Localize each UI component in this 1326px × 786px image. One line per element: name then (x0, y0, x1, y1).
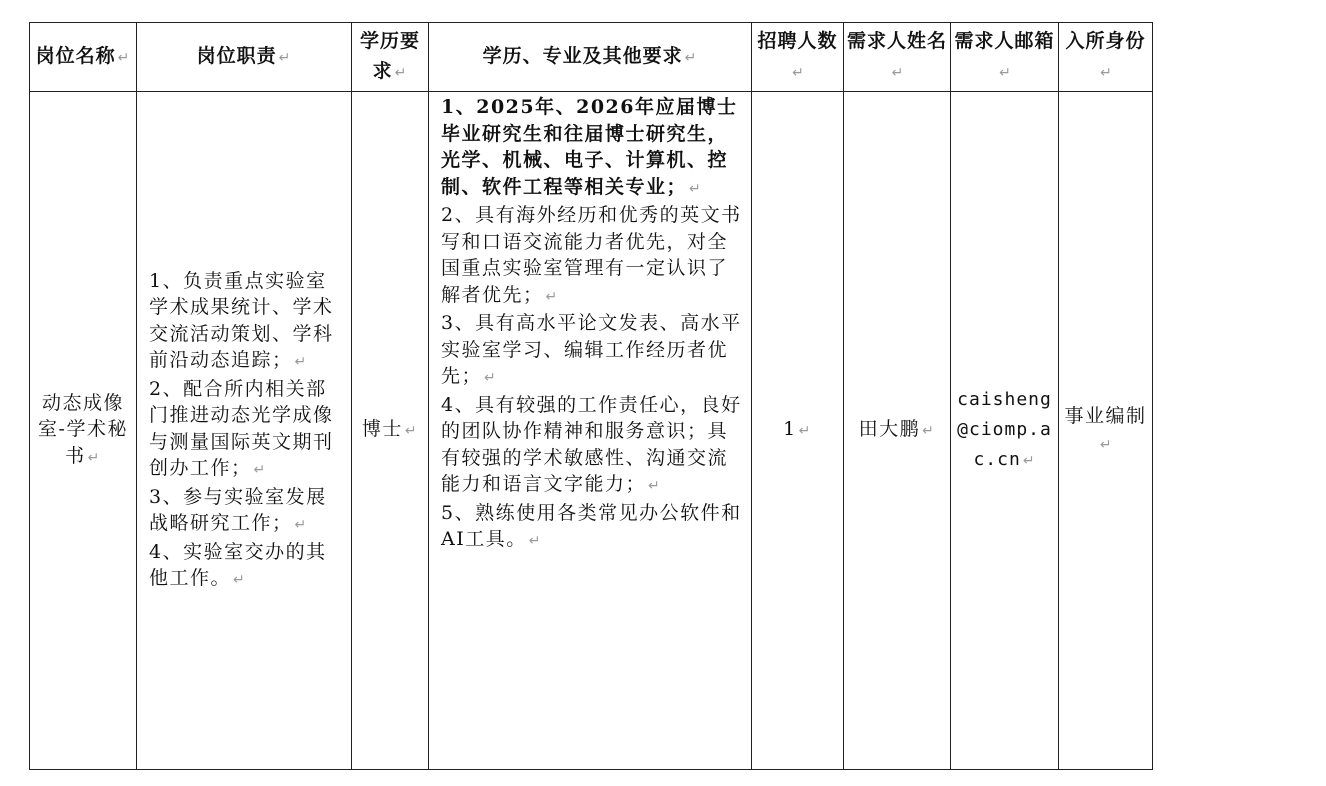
header-contact-email: 需求人邮箱↵ (951, 23, 1059, 92)
contact-email-link[interactable]: caisheng@ciomp.ac.cn (957, 389, 1052, 470)
header-position-name: 岗位名称 ↵ (30, 23, 137, 92)
table-row (30, 92, 1153, 770)
requirement-item: 3、具有高水平论文发表、高水平实验室学习、编辑工作经历者优先； ↵ (441, 312, 742, 387)
education-cell: 博士 ↵ (352, 92, 429, 770)
duty-item: 2、配合所内相关部门推进动态光学成像与测量国际英文期刊创办工作； ↵ (149, 377, 334, 479)
header-education: 学历要求 ↵ (352, 23, 429, 92)
header-requirements: 学历、专业及其他要求 ↵ (429, 23, 752, 92)
header-headcount: 招聘人数↵ (752, 23, 844, 92)
contact-name-cell: 田大鹏 ↵ (844, 92, 951, 770)
requirement-item: 4、具有较强的工作责任心，良好的团队协作精神和服务意识；具有较强的学术敏感性、沟通交流能力和语言文字能力； ↵ (441, 393, 742, 495)
identity-cell: 事业编制↵ (1059, 92, 1153, 770)
header-duties: 岗位职责 ↵ (137, 23, 352, 92)
requirement-item: 1、2025年、2026年应届博士毕业研究生和往届博士研究生，光学、机械、电子、计算机、控制、软件工程等相关专业； ↵ (441, 96, 738, 198)
duty-item: 3、参与实验室发展战略研究工作； ↵ (149, 485, 327, 534)
duty-item: 1、负责重点实验室学术成果统计、学术交流活动策划、学科前沿动态追踪； ↵ (149, 269, 334, 371)
header-identity: 入所身份↵ (1059, 23, 1153, 92)
recruitment-table (29, 22, 1153, 770)
requirement-item: 5、熟练使用各类常见办公软件和AI工具。 ↵ (441, 501, 742, 550)
header-contact-name: 需求人姓名↵ (844, 23, 951, 92)
duties-cell (137, 92, 352, 770)
header-row (30, 23, 1153, 92)
headcount-cell: 1 ↵ (752, 92, 844, 770)
requirement-item: 2、具有海外经历和优秀的英文书写和口语交流能力者优先，对全国重点实验室管理有一定认识了解者优先； ↵ (441, 204, 742, 306)
contact-email-cell[interactable]: caisheng@ciomp.ac.cn ↵ (951, 92, 1059, 770)
position-name-cell: 动态成像室-学术秘书 ↵ (30, 92, 137, 770)
duty-item: 4、实验室交办的其他工作。 ↵ (149, 540, 327, 589)
requirements-cell (429, 92, 752, 770)
